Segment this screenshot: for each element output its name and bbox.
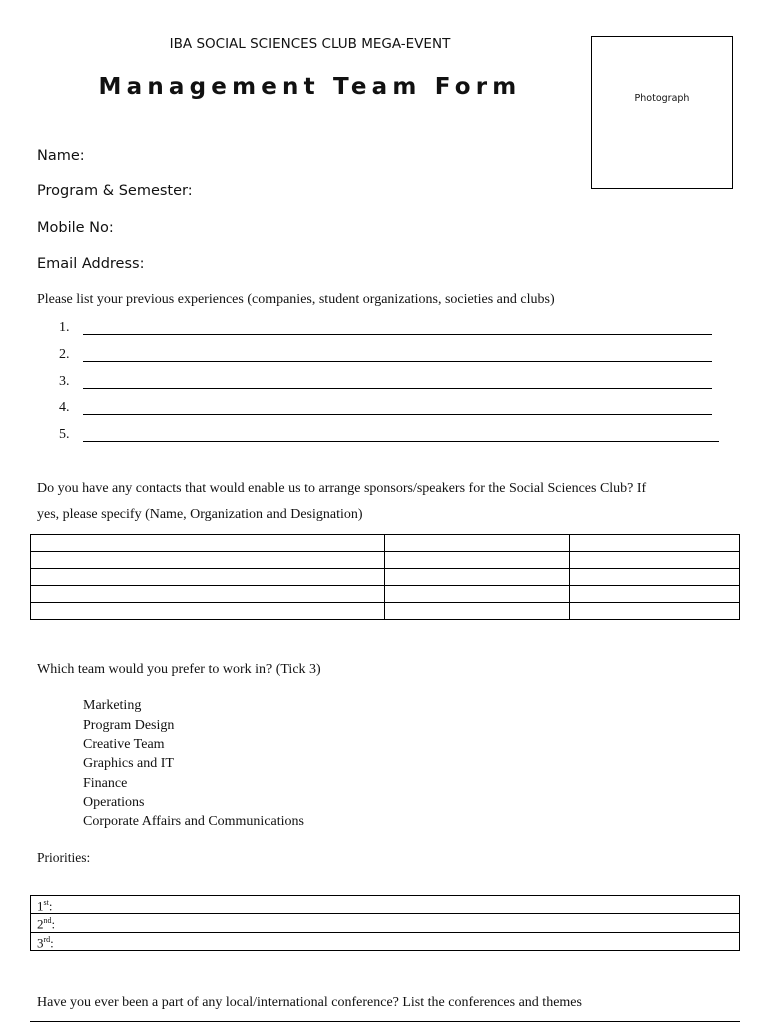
contact-name-cell[interactable] bbox=[31, 552, 385, 569]
mobile-field-label: Mobile No: bbox=[37, 220, 114, 236]
experience-item-number: 4. bbox=[59, 400, 70, 415]
form-title: Management Team Form bbox=[98, 74, 522, 100]
priority-colon: : bbox=[48, 898, 53, 914]
table-row bbox=[31, 569, 740, 586]
priority-number: 2 bbox=[37, 916, 44, 932]
priority-cell-3[interactable] bbox=[31, 932, 740, 950]
priority-ordinal-suffix: nd bbox=[43, 916, 52, 926]
priorities-table bbox=[30, 895, 740, 951]
priority-number: 3 bbox=[37, 934, 44, 950]
contact-organization-cell[interactable] bbox=[385, 569, 570, 586]
team-option[interactable]: Corporate Affairs and Communications bbox=[83, 814, 304, 829]
priority-colon: : bbox=[50, 934, 54, 950]
table-row bbox=[31, 535, 740, 552]
experience-item-number: 1. bbox=[59, 320, 70, 335]
team-option[interactable]: Finance bbox=[83, 776, 128, 791]
conference-table-top-edge bbox=[30, 1021, 740, 1022]
contact-designation-cell[interactable] bbox=[570, 586, 740, 603]
priority-number: 1 bbox=[37, 898, 44, 914]
table-row bbox=[31, 896, 740, 914]
experience-item-number: 5. bbox=[59, 427, 70, 442]
contact-organization-cell[interactable] bbox=[385, 535, 570, 552]
table-row bbox=[31, 603, 740, 620]
table-row bbox=[31, 552, 740, 569]
contacts-table bbox=[30, 534, 740, 620]
contact-designation-cell[interactable] bbox=[570, 569, 740, 586]
team-option[interactable]: Operations bbox=[83, 795, 145, 810]
experience-line-1[interactable] bbox=[83, 334, 712, 335]
team-option[interactable]: Graphics and IT bbox=[83, 756, 174, 771]
email-field-label: Email Address: bbox=[37, 256, 145, 272]
contacts-prompt-line1: Do you have any contacts that would enable us to arrange sponsors/speakers for the Social Sciences Club? If bbox=[37, 481, 647, 496]
photograph-label: Photograph bbox=[634, 93, 690, 104]
table-row bbox=[31, 914, 740, 932]
team-option[interactable]: Marketing bbox=[83, 698, 142, 713]
program-semester-field-label: Program & Semester: bbox=[37, 183, 193, 199]
contact-designation-cell[interactable] bbox=[570, 552, 740, 569]
priorities-label: Priorities: bbox=[37, 850, 91, 865]
table-row bbox=[31, 932, 740, 950]
contact-designation-cell[interactable] bbox=[570, 535, 740, 552]
contact-designation-cell[interactable] bbox=[570, 603, 740, 620]
experience-line-2[interactable] bbox=[83, 361, 712, 362]
priority-colon: : bbox=[51, 916, 56, 932]
priority-cell-1[interactable] bbox=[31, 896, 740, 914]
contact-name-cell[interactable] bbox=[31, 586, 385, 603]
contact-organization-cell[interactable] bbox=[385, 603, 570, 620]
photograph-box[interactable] bbox=[591, 36, 733, 189]
experience-item-number: 2. bbox=[59, 347, 70, 362]
contact-name-cell[interactable] bbox=[31, 569, 385, 586]
contact-organization-cell[interactable] bbox=[385, 586, 570, 603]
experience-line-4[interactable] bbox=[83, 414, 712, 415]
team-option[interactable]: Program Design bbox=[83, 718, 175, 733]
team-option[interactable]: Creative Team bbox=[83, 737, 165, 752]
contact-name-cell[interactable] bbox=[31, 535, 385, 552]
priority-ordinal-suffix: st bbox=[43, 898, 49, 907]
contact-name-cell[interactable] bbox=[31, 603, 385, 620]
contacts-prompt-line2: yes, please specify (Name, Organization and Designation) bbox=[37, 507, 363, 522]
table-row bbox=[31, 586, 740, 603]
experience-item-number: 3. bbox=[59, 374, 70, 389]
name-field-label: Name: bbox=[37, 148, 85, 164]
experience-line-5[interactable] bbox=[83, 441, 719, 442]
priority-cell-2[interactable] bbox=[31, 914, 740, 932]
experience-line-3[interactable] bbox=[83, 388, 712, 389]
experience-prompt: Please list your previous experiences (companies, student organizations, societies and clubs) bbox=[37, 292, 555, 307]
team-preference-prompt: Which team would you prefer to work in? (Tick 3) bbox=[37, 662, 321, 677]
event-name: IBA SOCIAL SCIENCES CLUB MEGA-EVENT bbox=[169, 36, 451, 52]
priority-ordinal-suffix: rd bbox=[43, 934, 51, 944]
conference-prompt: Have you ever been a part of any local/international conference? List the conferences and themes bbox=[37, 995, 582, 1010]
contact-organization-cell[interactable] bbox=[385, 552, 570, 569]
